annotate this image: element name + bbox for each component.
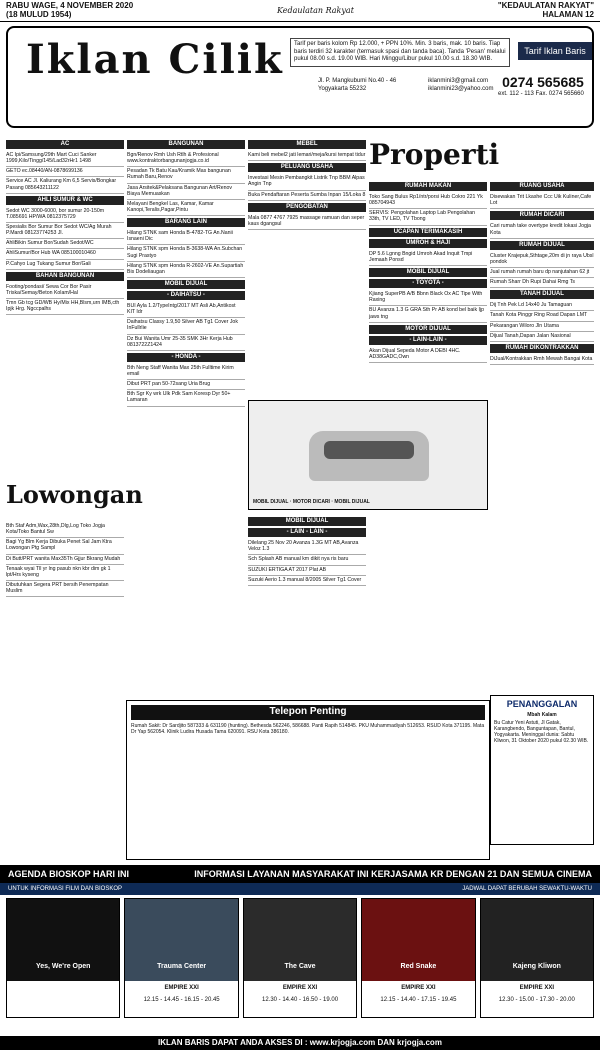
category-heading: UMROH & HAJI bbox=[369, 239, 487, 248]
subcategory-heading: - LAIN-LAIN - bbox=[369, 336, 487, 345]
classified-ad: Disewakan Trit Lkashe Ccc Uik Kuliner,Cafe Lot bbox=[490, 193, 594, 209]
penanggalan-name: Mbah Kalam bbox=[527, 711, 557, 718]
car-ad-caption: MOBIL DIJUAL · MOTOR DICARI · MOBIL DIJUAL bbox=[253, 499, 370, 505]
job-ad: Tenaak wyai Tll yr lng pasub nkn kbr dim gk 1 lpt/Hrs kyseng bbox=[6, 565, 124, 581]
bioskop-header bbox=[0, 865, 600, 883]
classified-ad: P.Cahyo Lug Tukang Sumur Bor/Gali bbox=[6, 260, 124, 270]
movie-poster: Red Snake EMPIRE XXI 12.15 - 14.40 - 17.15 - 19.45 bbox=[361, 898, 475, 1018]
classified-ad: Suzuki Aerio 1.3 manual 8/2005 Silver Tg1 Cover bbox=[248, 576, 366, 586]
contact-phone bbox=[498, 74, 584, 98]
classified-ad: Toko Sang Bulus Rp1/ntr/porsi Hub Cokro 221 Yk 085704943 bbox=[369, 193, 487, 209]
classified-column-1 bbox=[6, 138, 124, 315]
rate-info: Tarif per baris kolom Rp 12.000, + PPN 10%. Min. 3 baris, mak. 10 baris. Tiap baris terdiri 32 karakter (termasuk spasi dan tanda baca). Tanda 'Pesan' melalui pukul 08.00 s.d. 19.00 WIB. Hari Minggu/Libur pukul 10.00 s.d. 18.30 WIB. bbox=[290, 38, 510, 67]
job-ad: Bagi Yg Blm Kerja Dibuka Penet Sal Jam Ktra Lowongan Ptg Sampl bbox=[6, 538, 124, 554]
classified-ad: Buka Pendaftaran Peserta Sumba Inpan 15/Loka 8 bbox=[248, 191, 366, 201]
category-heading: UCAPAN TERIMAKASIH bbox=[369, 228, 487, 237]
category-heading: MOTOR DIJUAL bbox=[369, 325, 487, 334]
movie-poster: Yes, We're Open bbox=[6, 898, 120, 1018]
category-heading: RUMAH MAKAN bbox=[369, 182, 487, 191]
classified-ad: GETO ec.08440/AN-0878699136 bbox=[6, 167, 124, 177]
date-line: RABU WAGE, 4 NOVEMBER 2020 bbox=[6, 1, 134, 11]
category-heading: MOBIL DIJUAL bbox=[248, 517, 366, 526]
job-ad: Dibutuhkan Segera PRT bersih Penempatan Muslim bbox=[6, 581, 124, 597]
classified-ad: Dijual Tanah,Dapan Jalan Nasional bbox=[490, 332, 594, 342]
classified-column-4 bbox=[369, 180, 487, 363]
category-heading: RUMAH DIJUAL bbox=[490, 241, 594, 250]
classified-ad: AhliBikin Sumur Bor/Sudah Sedot/WC bbox=[6, 239, 124, 249]
newspaper-name: "KEDAULATAN RAKYAT" bbox=[497, 1, 594, 11]
lowongan-heading: Lowongan bbox=[6, 480, 143, 509]
classified-ad: Pesadan Tk Batu Kau/Kramik Mas bangunan Rumah Baru,Renov bbox=[127, 167, 245, 183]
classified-column-5 bbox=[490, 180, 594, 365]
telepon-text: Rumah Sakit: Dr Sardjito 587333 & 631190 (hunting). Bethesda 562246, 586688. Panti Rapih 514845. PKU Muhammadiyah 512653. RSUD Kota 371195. Mata Dr Yap 562054. Klinik Ludira Husada Tama 620091. RSU Kota 386180. bbox=[131, 722, 485, 735]
classified-ad: Bgn/Renov Rmh Ush Rtlh & Profesional www.kontraktorbangunanjogja.co.id bbox=[127, 151, 245, 167]
contact-emails bbox=[428, 78, 493, 94]
classified-ad: Jasa Arsitek&Pelaksana Bangunan Art/Renov Biaya Memuaskan bbox=[127, 184, 245, 200]
classified-ad: Cari rumah take overtype kredit lokasi Jogja Kota bbox=[490, 222, 594, 238]
classified-ad: AhliSumur/Bor Hub WA 085100010460 bbox=[6, 249, 124, 259]
category-heading: PENGOBATAN bbox=[248, 203, 366, 212]
car-display-ad bbox=[248, 400, 488, 510]
classified-ad: Hilang STNK spm Honda R-2602-VE An.Supartiah Bis Dodeliaugan bbox=[127, 262, 245, 278]
classified-ad: Melayani Bengkel Las, Kamar, Kamar Kanopi,Teralis,Pagar,Pintu bbox=[127, 200, 245, 216]
classified-ad: Footing/pondasi/ Sewa Cor Bor Pasir Triska/Semay/Beton Kolam/Hal bbox=[6, 283, 124, 299]
subcategory-heading: - LAIN - LAIN - bbox=[248, 528, 366, 537]
movie-posters bbox=[6, 898, 594, 1018]
classified-ad: Bth Sgr Ky wrk Ulk Pdk Sam Koresp Dyr 50+ Lamaran bbox=[127, 390, 245, 406]
classified-ad: Kjiang SuperPB A/B Bbnn Black Ox AC Tipe With Raxing bbox=[369, 290, 487, 306]
category-heading: MEBEL bbox=[248, 140, 366, 149]
classified-column-3-lower bbox=[248, 515, 366, 586]
classified-column-3 bbox=[248, 138, 366, 230]
classified-ad: Daihatsu Classy 1.9,50 Silver AB Tg1 Cover Jok InFullrlie bbox=[127, 318, 245, 334]
subcategory-heading: - TOYOTA - bbox=[369, 279, 487, 288]
lowongan-list bbox=[6, 522, 124, 597]
classified-ad: Mala 0877 4767 7925 massage ramuan dan seper kaus dgangsul bbox=[248, 214, 366, 230]
classified-ad: SERVIS: Pengolahan Laptop Lab Pengolahan 33th, TV LED, TV Tbong bbox=[369, 209, 487, 225]
classified-ad: Hilang STNK sam Honda B-4782-TG An.Nanii Isnaeni Dic bbox=[127, 229, 245, 245]
category-heading: RUMAH DIKONTRAKKAN bbox=[490, 344, 594, 353]
car-illustration bbox=[309, 431, 429, 481]
movie-poster: Kajeng Kliwon EMPIRE XXI 12.30 - 15.00 - 17.30 - 20.00 bbox=[480, 898, 594, 1018]
email-1: iklanmini3@gmail.com bbox=[428, 78, 489, 84]
subcategory-heading: - HONDA - bbox=[127, 353, 245, 362]
classified-ad: Sedot WC 3000-6000, bor sumur 20-150m T.085691 HP/WA 0812375729 bbox=[6, 207, 124, 223]
classified-ad: Dibut PRT pan 50-72sang Uria Brug bbox=[127, 380, 245, 390]
classified-ad: Rumah Sharr Dh Rupi Dahai Rmg Ts bbox=[490, 278, 594, 288]
classified-ad: Cluster Krajepuk,Sthtage,20m di jn raya Ubsl pondok bbox=[490, 252, 594, 268]
job-ad: Di Butt/PRT wanita Max35Th Gjjur Bkrang Mudah bbox=[6, 555, 124, 565]
classified-ad: BU Avanza 1.3 G GRA Sth Pr AB kond bel baik Ijp jaws tng bbox=[369, 306, 487, 322]
rate-badge: Tarif Iklan Baris bbox=[518, 42, 592, 60]
category-heading: AHLI SUMUR & WC bbox=[6, 196, 124, 205]
phone-number: 0274 565685 bbox=[502, 74, 584, 90]
email-2: iklanmini23@yahoo.com bbox=[428, 85, 494, 92]
section-title: Iklan Cilik bbox=[26, 36, 284, 83]
phone-extension: ext. 112 - 113 Fax. 0274 565660 bbox=[498, 90, 584, 97]
classified-ad: Spesialis Bor Sumur Bor Sedot WC/Ag Murah P.Mardi 08123774253 Jl. bbox=[6, 223, 124, 239]
bioskop-title: AGENDA BIOSKOP HARI INI bbox=[8, 869, 130, 879]
classified-ad: Tanah Kota Pinggr Ring Road Dapan LMT bbox=[490, 311, 594, 321]
classified-ad: BUI Ayla 1.2/TypeIntg/2017 MT Asli Ab,Antikost KIT Idr bbox=[127, 302, 245, 318]
iklan-cilik-masthead bbox=[6, 26, 594, 128]
classified-ad: DiJual/Kontrakkan Rmh Mewah Bangai Kota bbox=[490, 355, 594, 365]
movie-poster: Trauma Center EMPIRE XXI 12.15 - 14.45 - 16.15 - 20.45 bbox=[124, 898, 238, 1018]
classified-ad: Kami beli mebel2 jati lemari/meja/kursi tempat tidur bbox=[248, 151, 366, 161]
classified-ad: Investasi Mesin Pembangkit Listrik Tnp BBM Alpas Angin Tnp bbox=[248, 174, 366, 190]
classified-ad: Sch Splash AB manual km dikit nya ris baru bbox=[248, 555, 366, 565]
page-number: HALAMAN 12 bbox=[542, 9, 594, 19]
classified-ad: Tmn Gb tcg GD/WB Hy/Mix HH,Blsm,urn IMB,cth Ipjk Hrg. Ngccpalhs bbox=[6, 299, 124, 315]
penanggalan-text: Bu Catur Yeni Astuti, Jl Gatak, Karangbendo, Banguntapan, Bantul, Yogyakarta. Meninggal dunia: Sabtu Kliwon, 31 Oktober 2020 pukul 02.30 WIB. bbox=[494, 719, 589, 744]
category-heading: PELUANG USAHA bbox=[248, 163, 366, 172]
javanese-date-line: (18 MULUD 1954) bbox=[6, 9, 72, 19]
penanggalan-heading: PENANGGALAN bbox=[506, 699, 578, 709]
classified-ad: Dilelang 25 Nov 20 Avanza 1.3G MT AB,Avanza Veloz 1.3 bbox=[248, 539, 366, 555]
penanggalan-box bbox=[490, 695, 594, 845]
category-heading: MOBIL DIJUAL bbox=[369, 268, 487, 277]
classified-ad: Hilang STNK spm Honda B-3638-WA An.Subchan Sugi Prastyo bbox=[127, 245, 245, 261]
classified-ad: DP 5.6 Lgnng Bngid Umroh Akad Inquit Tmpi Jemaah Ponsd bbox=[369, 250, 487, 266]
classified-ad: Jual rumah rumah baru dp nanjutahan 62 jt bbox=[490, 268, 594, 278]
category-heading: MOBIL DIJUAL bbox=[127, 280, 245, 289]
classified-ad: AC Ipi/Samsung/29th Mart Cuci Sanker 1999,Kilo/Tingg/145/Lad32rHr1 1498 bbox=[6, 151, 124, 167]
classified-ad: Akan Dijual Sepeda Motor A DEBI 4HC. AD38GADC,Own bbox=[369, 347, 487, 363]
movie-poster: The Cave EMPIRE XXI 12.30 - 14.40 - 16.50 - 19.00 bbox=[243, 898, 357, 1018]
category-heading: BAHAN BANGUNAN bbox=[6, 272, 124, 281]
classified-ad: Pekarangan Wiloro Jln Utama bbox=[490, 322, 594, 332]
newspaper-logo: Kedaulatan Rakyat bbox=[277, 6, 354, 15]
bioskop-subheader: UNTUK INFORMASI FILM DAN BIOSKOP JADWAL DAPAT BERUBAH SEWAKTU-WAKTU bbox=[0, 883, 600, 895]
category-heading: TANAH DIJUAL bbox=[490, 290, 594, 299]
category-heading: AC bbox=[6, 140, 124, 149]
job-ad: Bth Staf Adm,Wax,28th,Dlg,Log Toko Jogja Kota/Toko Bantul Sw bbox=[6, 522, 124, 538]
page-header bbox=[0, 0, 600, 22]
classified-ad: Dz Bui Wanita Umr 25-35 SMK 3Hr Kerja Hub 0813722Z1424 bbox=[127, 335, 245, 351]
telepon-penting-box bbox=[126, 700, 490, 860]
bioskop-info: INFORMASI LAYANAN MASYARAKAT INI KERJASAMA KR DENGAN 21 DAN SEMUA CINEMA bbox=[194, 869, 592, 879]
page-footer: IKLAN BARIS DAPAT ANDA AKSES DI : www.krjogja.com DAN krjogja.com bbox=[0, 1036, 600, 1050]
office-address: Jl. P. Mangkubumi No.40 - 46 Yogyakarta 55232 bbox=[318, 78, 397, 92]
category-heading: BANGUNAN bbox=[127, 140, 245, 149]
classified-ad: Dij Tnh Pek Ld 14x40 Ju Tamaguan bbox=[490, 301, 594, 311]
classified-column-2 bbox=[127, 138, 245, 407]
telepon-heading: Telepon Penting bbox=[131, 705, 485, 720]
classified-ad: Service AC Jl. Kaliurang Km 6,5 Servis/Bongkar Pasang 085643211122 bbox=[6, 177, 124, 193]
subcategory-heading: - DAIHATSU - bbox=[127, 291, 245, 300]
classified-ad: Bth Neng Staff Wanita Max 25th Fulltime Kirim email bbox=[127, 364, 245, 380]
category-heading: RUMAH DICARI bbox=[490, 211, 594, 220]
category-heading: RUANG USAHA bbox=[490, 182, 594, 191]
classified-ad: SUZUKI ERTIGA AT 2017 Plat AB bbox=[248, 566, 366, 576]
properti-heading: Properti bbox=[369, 138, 500, 171]
category-heading: BARANG LAIN bbox=[127, 218, 245, 227]
